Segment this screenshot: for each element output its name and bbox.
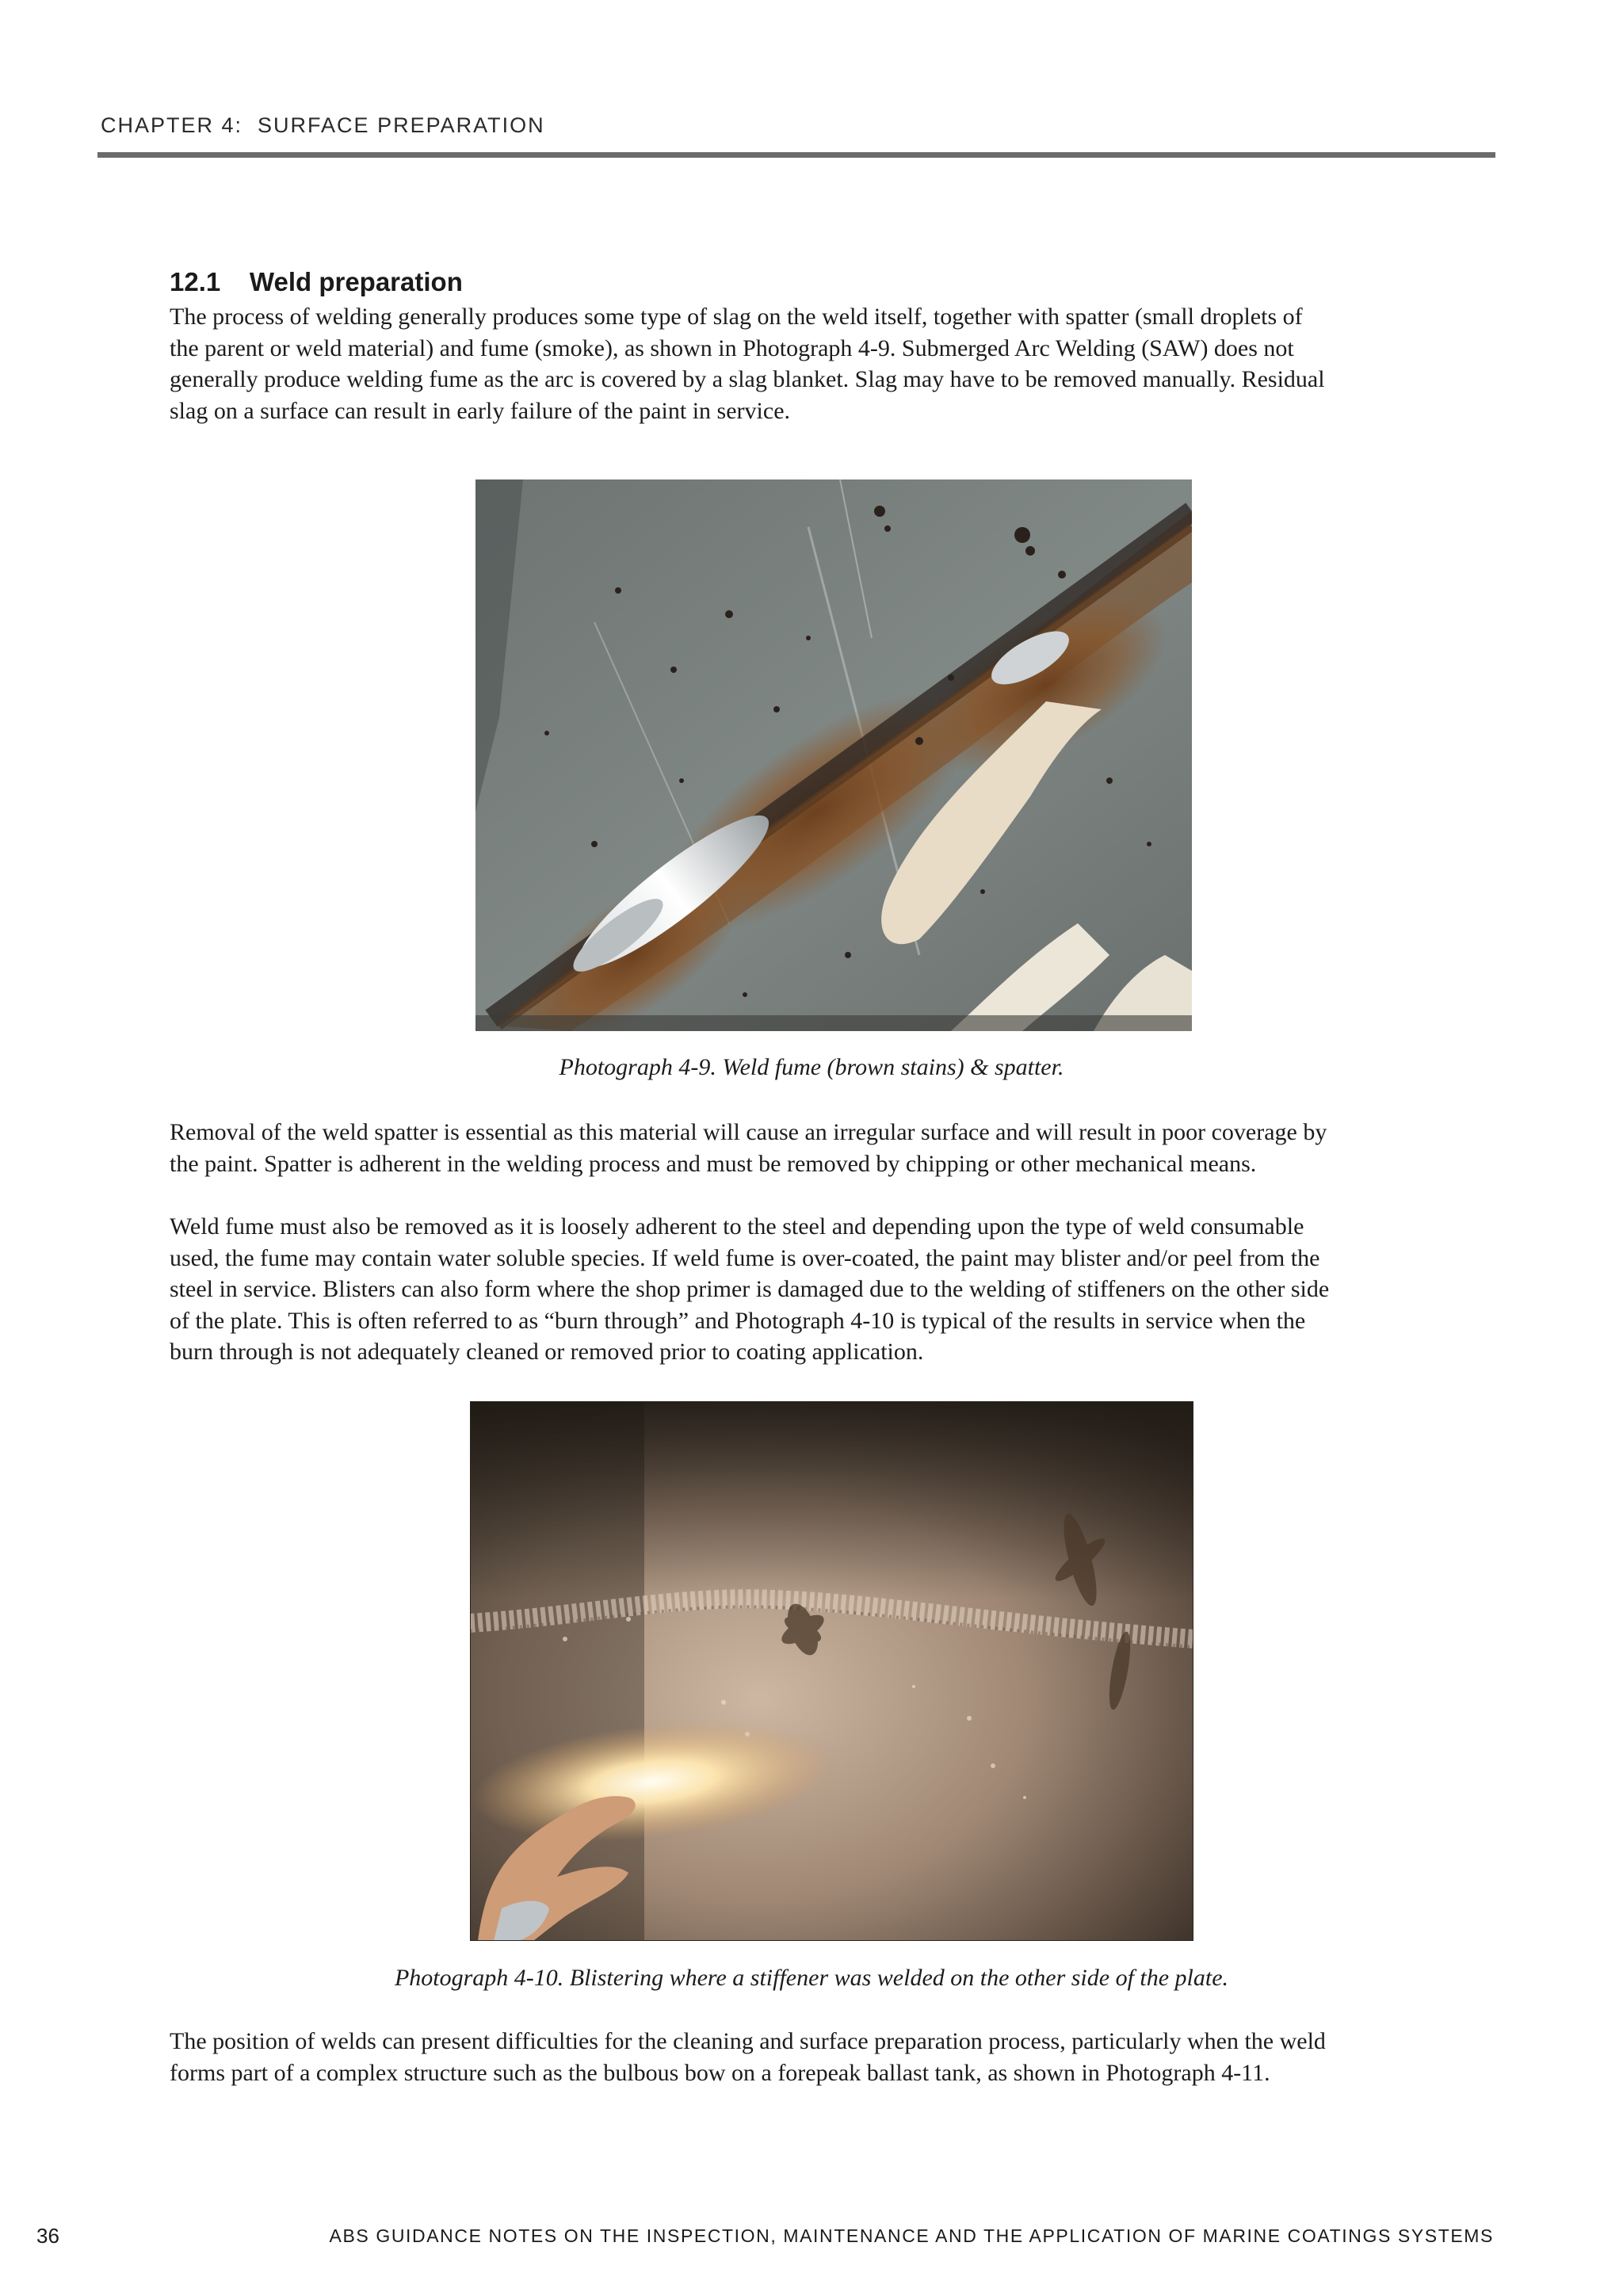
text-line: the paint. Spatter is adherent in the welding process and must be removed by chipping or other mechanical means. [170,1150,1257,1177]
paragraph-3 [170,1211,1501,1368]
page-number: 36 [36,2224,59,2248]
paragraph-2 [170,1117,1501,1179]
running-head: CHAPTER 4: SURFACE PREPARATION [101,113,545,137]
text-line: Removal of the weld spatter is essential as this material will cause an irregular surface and will result in poor coverage by [170,1119,1327,1145]
text-line: generally produce welding fume as the arc is covered by a slag blanket. Slag may have to be removed manually. Residual [170,366,1325,392]
section-title: Weld preparation [249,267,463,296]
blistering-photo [470,1401,1193,1941]
text-line: burn through is not adequately cleaned or removed prior to coating application. [170,1339,924,1365]
text-line: The process of welding generally produces some type of slag on the weld itself, together with spatter (small droplets of [170,304,1303,330]
section-heading [170,267,463,297]
text-line: steel in service. Blisters can also form where the shop primer is damaged due to the welding of stiffeners on the other side [170,1276,1330,1302]
paragraph-4 [170,2026,1501,2088]
weld-fume-photo [475,479,1192,1031]
text-line: The position of welds can present difficulties for the cleaning and surface preparation process, particularly when the weld [170,2028,1326,2054]
section-number: 12.1 [170,267,221,296]
text-line: used, the fume may contain water soluble species. If weld fume is over-coated, the paint may blister and/or peel from the [170,1244,1320,1271]
text-line: the parent or weld material) and fume (smoke), as shown in Photograph 4-9. Submerged Arc Welding (SAW) does not [170,334,1294,361]
text-line: of the plate. This is often referred to as “burn through” and Photograph 4-10 is typical of the results in service when the [170,1307,1306,1334]
figure-caption: Photograph 4-10. Blistering where a stiffener was welded on the other side of the plate. [394,1965,1229,1991]
figure-caption: Photograph 4-9. Weld fume (brown stains) & spatter. [559,1054,1064,1080]
paragraph-1 [170,301,1501,426]
text-line: Weld fume must also be removed as it is loosely adherent to the steel and depending upon the type of weld consumable [170,1213,1304,1240]
text-line: slag on a surface can result in early failure of the paint in service. [170,397,791,424]
header-rule [97,152,1495,158]
footer-title: ABS GUIDANCE NOTES ON THE INSPECTION, MAINTENANCE AND THE APPLICATION OF MARINE COATINGS SYSTEMS [329,2225,1494,2246]
text-line: forms part of a complex structure such as the bulbous bow on a forepeak ballast tank, as shown in Photograph 4-11. [170,2059,1270,2086]
